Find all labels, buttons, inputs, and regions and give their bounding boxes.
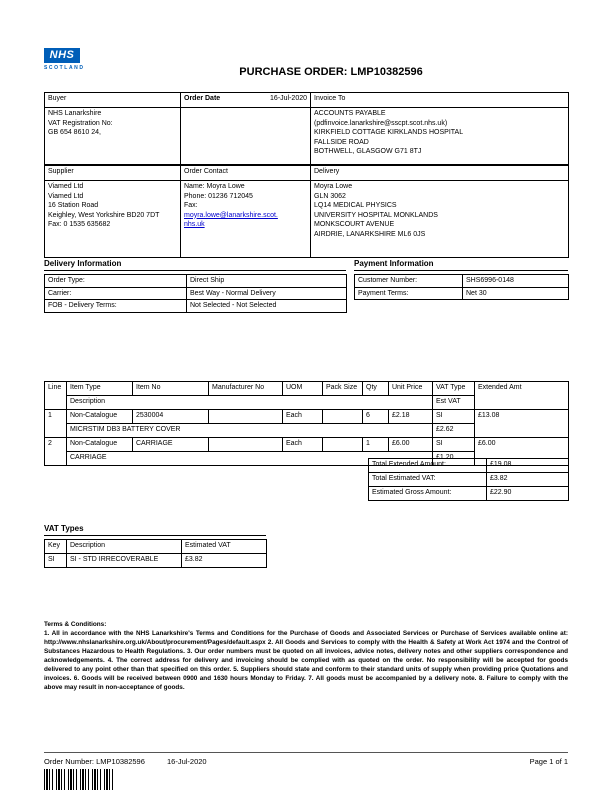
table-row: FOB - Delivery Terms: Not Selected - Not Selected	[45, 300, 347, 313]
order-date-value: 16-Jul-2020	[270, 95, 307, 102]
col-estimated-vat: Estimated VAT	[182, 540, 267, 554]
item-qty: 6	[363, 410, 389, 424]
col-pack-size: Pack Size	[323, 382, 363, 396]
col-manufacturer-no: Manufacturer No	[209, 382, 283, 396]
col-vat-type: VAT Type	[433, 382, 475, 396]
supplier-body-row	[45, 181, 569, 258]
item-vat-type: SI	[433, 438, 475, 452]
gross-amount-row: Estimated Gross Amount: £22.90	[369, 487, 569, 501]
supplier-address: Viamed Ltd Viamed Ltd 16 Station Road Keighley, West Yorkshire BD20 7DT Fax: 0 1535 635682	[45, 181, 181, 258]
col-description: Description	[67, 396, 433, 410]
footer-left	[44, 757, 207, 766]
col-unit-price: Unit Price	[389, 382, 433, 396]
delivery-header: Delivery	[311, 166, 569, 181]
table-row: Order Type: Direct Ship	[45, 275, 347, 288]
order-contact-details	[181, 181, 311, 258]
payment-information-heading: Payment Information	[354, 259, 568, 271]
item-uom: Each	[283, 410, 323, 424]
item-line: 1	[45, 410, 67, 438]
order-date-header	[181, 93, 311, 108]
terms-body: 1. All in accordance with the NHS Lanarkshire's Terms and Conditions for the Purchase of Goods and Associated Services or Purchase of Services available online at: http://www.nhslanarkshire.org.uk/About/procurement/Pages/default.aspx 2. All Goods and Services to comply with the Health & Safety at Work Act 1974 and the Control of Substances Hazardous to Health Regulations. 3. Our order numbers must be quoted on all invoices, advice notes, delivery notes and other suppliers correspondence and acknowledgements. 4. The correct address for delivery and invoicing should be complied with as quoted on the order. No responsibility will be accepted for goods delivered to any point other than that specified on this order. 5. Suppliers should state and conform to their standard units of supply when providing price Quotations and invoices. 6. Goods will be received between 0900 and 1630 hours Monday to Friday. 7. All goods must be accompanied by a delivery note. 8. Failure to comply with the above may result in non-acceptance of goods.	[44, 630, 568, 691]
item-line: 2	[45, 438, 67, 466]
payment-information-section	[354, 259, 568, 300]
page-title: PURCHASE ORDER: LMP10382596	[239, 66, 423, 78]
col-vat-description: Description	[67, 540, 182, 554]
item-type: Non-Catalogue	[67, 410, 133, 424]
nhs-scotland-label: SCOTLAND	[44, 65, 85, 71]
item-vat-type: SI	[433, 410, 475, 424]
col-qty: Qty	[363, 382, 389, 396]
terms-and-conditions	[44, 620, 568, 692]
terms-heading: Terms & Conditions:	[44, 621, 107, 628]
item-uom: Each	[283, 438, 323, 452]
item-row-2	[45, 438, 569, 452]
col-item-type: Item Type	[67, 382, 133, 396]
gross-amount-value: £22.90	[487, 487, 569, 501]
contact-phone: Phone: 01236 712045	[184, 192, 253, 200]
contact-name: Name: Moyra Lowe	[184, 183, 245, 190]
vat-description: SI - STD IRRECOVERABLE	[67, 554, 182, 568]
buyer-invoice-table	[44, 92, 569, 165]
barcode	[44, 769, 116, 790]
vat-types-header-row	[45, 540, 267, 554]
col-line: Line	[45, 382, 67, 410]
invoice-to-address: ACCOUNTS PAYABLE (pdfinvoice.lanarkshire@sscpt.scot.nhs.uk) KIRKFIELD COTTAGE KIRKLANDS HOSPITAL FALLSIDE ROAD BOTHWELL, GLASGOW G71 8TJ	[311, 108, 569, 165]
total-extended-value: £19.08	[487, 459, 569, 473]
item-pack-size	[323, 438, 363, 452]
total-vat-row: Total Estimated VAT: £3.82	[369, 473, 569, 487]
delivery-information-section	[44, 259, 346, 313]
item-pack-size	[323, 410, 363, 424]
item-unit-price: £2.18	[389, 410, 433, 424]
payment-information-table	[354, 274, 569, 300]
item-extended-amt: £13.08	[475, 410, 569, 438]
footer-date: 16-Jul-2020	[166, 757, 207, 766]
supplier-header: Supplier	[45, 166, 181, 181]
contact-fax: Fax:	[184, 202, 198, 209]
item-manufacturer-no	[209, 438, 283, 452]
item-unit-price: £6.00	[389, 438, 433, 452]
table-row: Customer Number: SHS6996-0148	[355, 275, 569, 288]
item-manufacturer-no	[209, 410, 283, 424]
vat-types-section	[44, 524, 266, 568]
order-date-label: Order Date	[184, 95, 221, 102]
buyer-address: NHS Lanarkshire VAT Registration No: GB 654 8610 24,	[45, 108, 181, 165]
contact-email-link[interactable]: moyra.lowe@lanarkshire.scot.nhs.uk	[184, 211, 278, 228]
footer-order-number: Order Number: LMP10382596	[44, 757, 145, 766]
col-extended-amt: Extended Amt	[475, 382, 569, 410]
items-header-row	[45, 382, 569, 396]
footer	[44, 757, 568, 766]
col-uom: UOM	[283, 382, 323, 396]
buyer-body-row	[45, 108, 569, 165]
item-type: Non-Catalogue	[67, 438, 133, 452]
table-row: Carrier: Best Way - Normal Delivery	[45, 287, 347, 300]
delivery-information-heading: Delivery Information	[44, 259, 346, 271]
order-date-empty-cell	[181, 108, 311, 165]
item-extended-amt: £6.00	[475, 438, 569, 466]
nhs-logo-icon: NHS	[44, 48, 80, 63]
item-qty: 1	[363, 438, 389, 452]
col-item-no: Item No	[133, 382, 209, 396]
vat-types-heading: VAT Types	[44, 524, 266, 536]
col-est-vat: Est VAT	[433, 396, 475, 410]
order-contact-header: Order Contact	[181, 166, 311, 181]
total-vat-value: £3.82	[487, 473, 569, 487]
vat-types-table	[44, 539, 267, 568]
vat-estimated: £3.82	[182, 554, 267, 568]
supplier-delivery-table	[44, 165, 569, 258]
footer-page-number: Page 1 of 1	[529, 757, 568, 766]
item-est-vat: £2.62	[433, 424, 475, 438]
item-est-vat: £1.20	[433, 452, 475, 466]
buyer-header: Buyer	[45, 93, 181, 108]
vat-type-row	[45, 554, 267, 568]
col-key: Key	[45, 540, 67, 554]
item-no: 2530004	[133, 410, 209, 424]
footer-divider	[44, 752, 568, 753]
items-table	[44, 381, 569, 466]
item-no: CARRIAGE	[133, 438, 209, 452]
totals-table	[368, 458, 569, 501]
delivery-information-table	[44, 274, 347, 313]
item-row-1	[45, 410, 569, 424]
delivery-address: Moyra Lowe GLN 3062 LQ14 MEDICAL PHYSICS UNIVERSITY HOSPITAL MONKLANDS MONKSCOURT AVENUE AIRDRIE, LANARKSHIRE ML6 0JS	[311, 181, 569, 258]
invoice-to-header: Invoice To	[311, 93, 569, 108]
total-extended-row: Total Extended Amount: £19.08	[369, 459, 569, 473]
item-description: MICRSTIM DB3 BATTERY COVER	[67, 424, 433, 438]
item-description: CARRIAGE	[67, 452, 433, 466]
vat-key: SI	[45, 554, 67, 568]
buyer-header-row	[45, 93, 569, 108]
table-row: Payment Terms: Net 30	[355, 287, 569, 300]
supplier-header-row	[45, 166, 569, 181]
